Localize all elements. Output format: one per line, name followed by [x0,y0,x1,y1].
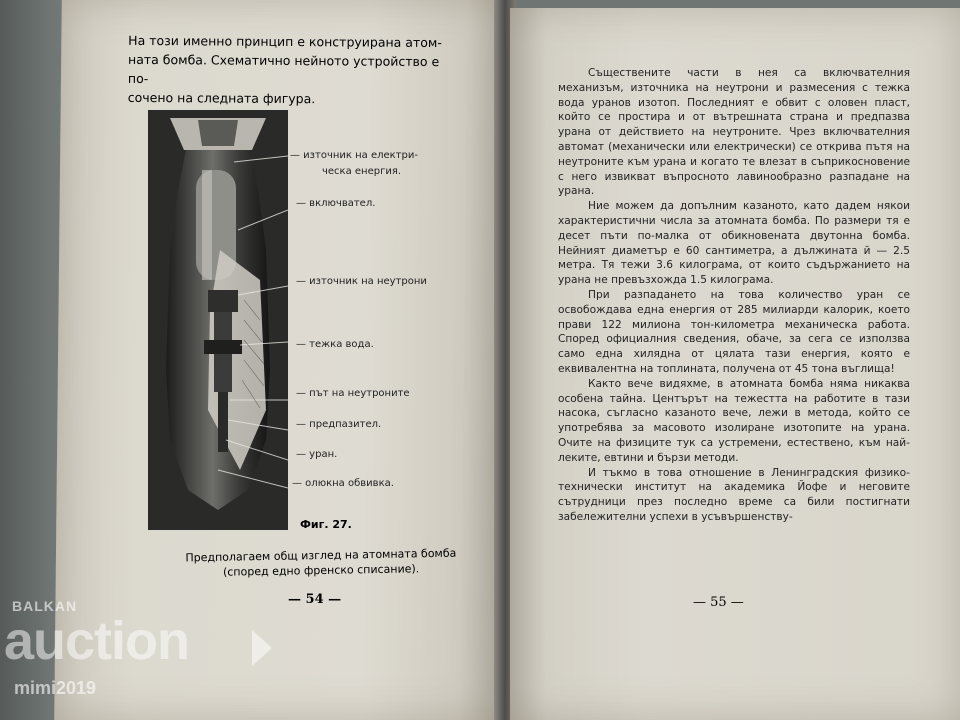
page-number-left: — 54 — [288,592,342,607]
play-arrow-icon [250,628,274,668]
label-switch: — включвател. [296,198,376,209]
figure-description-line: Предполагаем общ изглед на атомната бомба [185,546,457,565]
figure-description-line: (според едно френско списание). [222,562,420,579]
watermark-brand-top: BALKAN [12,598,78,614]
paragraph: При разпадането на това количество уран се освобождава една енергия от 285 милиарди калорик, което прави 122 милиона тон-километра механическа работа. Според официалния сведения, обаче, за сега се използва само една хилядна от цялата тази енергия, която е еквивалентна на топлината, получена от 45 тона въглища! [558,288,910,375]
label-neutron-path: — път на неутроните [296,388,410,399]
label-power-source-cont: ческа енергия. [322,166,402,177]
label-power-source: — източник на електри- [290,150,418,161]
intro-text [128,31,459,109]
label-heavy-water: — тежка вода. [296,339,374,350]
label-lead-casing: — олюкна обвивка. [292,478,394,489]
watermark [0,598,300,720]
watermark-brand-main: auction [4,611,190,671]
intro-line: На този именно принцип е конструирана атом- [128,32,442,51]
watermark-user: mimi2019 [14,678,97,698]
paragraph: Ние можем да допълним казаното, като дадем някои характеристични числа за атомната бомба. По размери тя е десет пъти по-малка от обикновената двутонна бомба. Нейният диаметър е 60 сантиметра, а дължината й — 2.5 метра. Тя тежи 3.6 килограма, от които съдържанието на урана не превъзхожда 1.5 килограма. [558,200,910,287]
intro-line: сочено на следната фигура. [127,89,316,107]
right-page-text [558,66,910,525]
page-number-right: — 55 — [693,595,744,610]
figure-caption: Фиг. 27. [300,518,352,531]
paragraph: Съществените части в нея са включвателния механизъм, източника на неутрони и размесения с тежка вода уранов изотоп. Последният е обвит с оловен пласт, който се простира и от вътрешната страна и предпазва урана от действието на неутроните. Чрез включвателния автомат (механически или електрически) се открива пътя на неутроните към урана и когато те влезат в съприкосновение с него извикват въпросното лавинообразно разпадане на урана. [558,67,910,198]
label-neutron-source: — източник на неутрони [296,276,427,287]
label-uranium: — уран. [296,449,338,460]
atomic-bomb-figure [148,110,288,530]
figure-description [176,545,466,580]
intro-line: ната бомба. Схематично нейното устройство е по- [127,51,440,86]
paragraph: Както вече видяхме, в атомната бомба няма никаква особена тайна. Центърът на тежестта на работите в тази насока, съгласно казаното вече, лежи в метода, който се употребява за масовото изолиране изотопите на урана. Очите на физиците тук са устремени, естествено, към най-леките, евтини и бързи методи. [558,377,910,464]
label-fuse: — предпазител. [296,419,382,430]
paragraph: И тъкмо в това отношение в Ленинградския физико-технически институт на академика Йофе и неговите сътрудници през последно време са били постигнати забележителни успехи в усъвършенству- [558,466,910,523]
